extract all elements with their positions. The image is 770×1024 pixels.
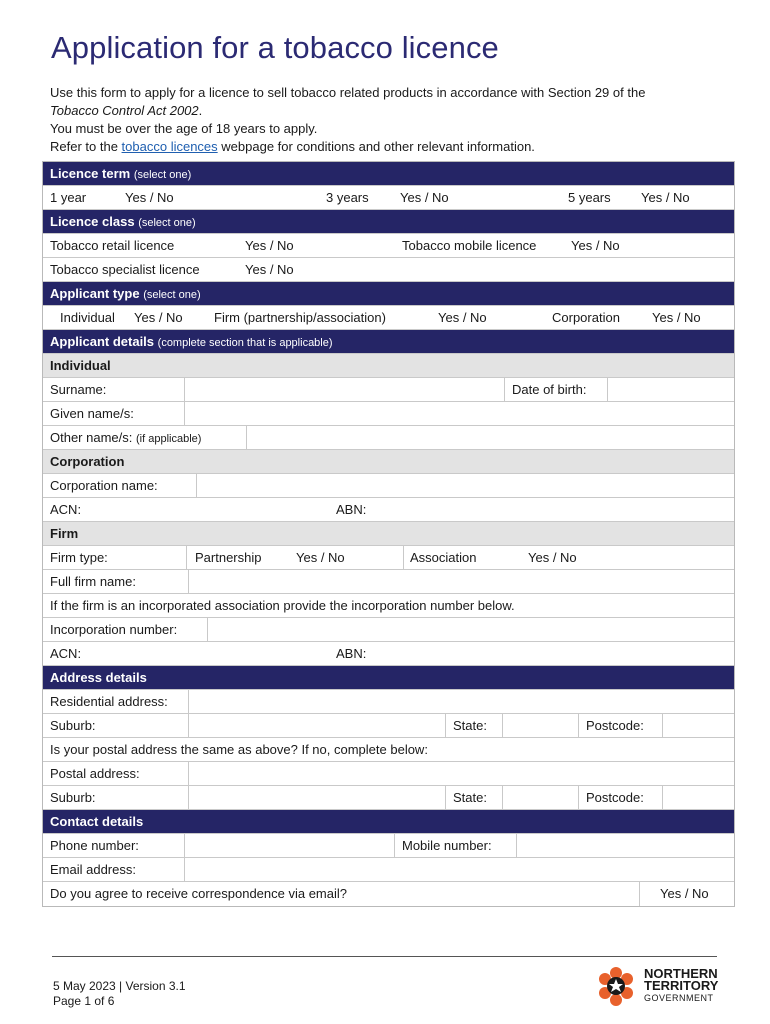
suburb-label: Suburb: <box>50 718 96 733</box>
postal-address-label: Postal address: <box>50 766 140 781</box>
logo-government: GOVERNMENT <box>644 993 714 1003</box>
individual-title: Individual <box>50 358 111 373</box>
type-firm: Firm (partnership/association) <box>214 310 386 325</box>
corporation-name-label: Corporation name: <box>50 478 158 493</box>
firm-type-label: Firm type: <box>50 550 108 565</box>
email-row <box>43 858 734 882</box>
phone-field[interactable] <box>184 834 395 857</box>
specialist-yes-no[interactable]: Yes / No <box>245 262 294 277</box>
postal-address-row <box>43 762 734 786</box>
firm-subheader <box>43 522 734 546</box>
footer-info <box>53 979 186 1009</box>
incorp-note: If the firm is an incorporated association provide the incorporation number below. <box>50 598 515 613</box>
mobile-yes-no[interactable]: Yes / No <box>571 238 620 253</box>
tobacco-licences-link[interactable]: tobacco licences <box>121 139 218 154</box>
footer-divider <box>52 956 717 957</box>
association-yes-no[interactable]: Yes / No <box>528 550 577 565</box>
firm-type-row <box>43 546 734 570</box>
address-details-title: Address details <box>50 670 147 685</box>
partnership-yes-no[interactable]: Yes / No <box>296 550 345 565</box>
corp-acn-label: ACN: <box>50 502 82 517</box>
state-label: State: <box>453 718 487 733</box>
term-1-year: 1 year <box>50 190 87 205</box>
incorp-note-row <box>43 594 734 618</box>
email-consent-question: Do you agree to receive correspondence via email? <box>50 886 348 901</box>
full-firm-name-row <box>43 570 734 594</box>
postal-postcode-label-cell <box>578 786 663 809</box>
postal-address-field[interactable] <box>188 762 734 785</box>
licence-class-header <box>43 210 734 234</box>
contact-details-header <box>43 810 734 834</box>
surname-row <box>43 378 734 402</box>
logo-wordmark <box>644 968 718 1004</box>
postal-suburb-label: Suburb: <box>50 790 96 805</box>
incorp-number-row <box>43 618 734 642</box>
partnership-label: Partnership <box>195 550 262 565</box>
term-1-year-yes-no[interactable]: Yes / No <box>125 190 174 205</box>
retail-yes-no[interactable]: Yes / No <box>245 238 294 253</box>
applicant-type-header <box>43 282 734 306</box>
corporation-name-row <box>43 474 734 498</box>
corporation-name-field[interactable] <box>196 474 734 497</box>
mobile-field[interactable] <box>516 834 734 857</box>
select-one-note: (select one) <box>138 217 196 229</box>
postal-state-field[interactable] <box>502 786 579 809</box>
postcode-label: Postcode: <box>586 718 644 733</box>
type-individual: Individual <box>60 310 115 325</box>
if-applicable-note: (if applicable) <box>136 433 202 445</box>
postal-suburb-row <box>43 786 734 810</box>
licence-class-row-1 <box>43 234 734 258</box>
firm-yes-no[interactable]: Yes / No <box>438 310 487 325</box>
dob-field[interactable] <box>607 378 734 401</box>
postcode-label-cell <box>578 714 663 737</box>
email-consent-cell <box>639 882 734 906</box>
intro-line3-pre: Refer to the <box>50 139 122 154</box>
given-names-field[interactable] <box>184 402 734 425</box>
residential-address-label: Residential address: <box>50 694 168 709</box>
type-corporation: Corporation <box>552 310 620 325</box>
licence-term-header <box>43 162 734 186</box>
mobile-label: Mobile number: <box>402 838 492 853</box>
intro-line2: You must be over the age of 18 years to apply. <box>50 121 318 136</box>
applicant-details-header <box>43 330 734 354</box>
mobile-licence-label: Tobacco mobile licence <box>402 238 537 253</box>
mobile-label-cell <box>394 834 517 857</box>
intro-line1: Use this form to apply for a licence to sell tobacco related products in accordance with Section 29 of the <box>50 85 646 100</box>
individual-yes-no[interactable]: Yes / No <box>134 310 183 325</box>
surname-label: Surname: <box>50 382 107 397</box>
firm-acn-abn-row <box>43 642 734 666</box>
postal-suburb-field[interactable] <box>188 786 446 809</box>
phone-row <box>43 834 734 858</box>
surname-field[interactable] <box>184 378 505 401</box>
state-field[interactable] <box>502 714 579 737</box>
firm-abn-label: ABN: <box>336 646 367 661</box>
corporation-yes-no[interactable]: Yes / No <box>652 310 701 325</box>
postcode-field[interactable] <box>662 714 734 737</box>
full-firm-name-field[interactable] <box>188 570 734 593</box>
postal-question: Is your postal address the same as above? If no, complete below: <box>50 742 428 757</box>
address-details-header <box>43 666 734 690</box>
corp-acn-abn-row <box>43 498 734 522</box>
applicant-details-note: (complete section that is applicable) <box>157 337 333 349</box>
application-form <box>42 161 735 907</box>
term-5-years: 5 years <box>568 190 611 205</box>
association-cell <box>403 546 734 569</box>
select-one-note: (select one) <box>143 289 201 301</box>
given-names-label: Given name/s: <box>50 406 134 421</box>
applicant-details-title: Applicant details <box>50 334 155 349</box>
full-firm-name-label: Full firm name: <box>50 574 136 589</box>
email-field[interactable] <box>184 858 734 881</box>
dob-label: Date of birth: <box>512 382 587 397</box>
logo-northern: NORTHERN <box>644 966 718 981</box>
term-3-years: 3 years <box>326 190 369 205</box>
licence-term-title: Licence term <box>50 166 131 181</box>
term-5-years-yes-no[interactable]: Yes / No <box>641 190 690 205</box>
applicant-type-row <box>43 306 734 330</box>
suburb-field[interactable] <box>188 714 446 737</box>
email-consent-yes-no[interactable]: Yes / No <box>660 886 709 901</box>
association-label: Association <box>410 550 477 565</box>
intro-text <box>50 84 730 156</box>
residential-address-field[interactable] <box>188 690 734 713</box>
email-label: Email address: <box>50 862 136 877</box>
individual-subheader <box>43 354 734 378</box>
firm-acn-label: ACN: <box>50 646 82 661</box>
postal-postcode-label: Postcode: <box>586 790 644 805</box>
state-label-cell <box>445 714 503 737</box>
applicant-type-title: Applicant type <box>50 286 140 301</box>
contact-details-title: Contact details <box>50 814 144 829</box>
postal-state-label-cell <box>445 786 503 809</box>
intro-line3-post: webpage for conditions and other relevant information. <box>217 139 535 154</box>
given-names-row <box>43 402 734 426</box>
logo-territory: TERRITORY <box>644 978 719 993</box>
partnership-cell <box>186 546 404 569</box>
dob-label-cell <box>504 378 608 401</box>
corporation-title: Corporation <box>50 454 125 469</box>
email-consent-row <box>43 882 734 906</box>
other-names-field[interactable] <box>246 426 734 449</box>
select-one-note: (select one) <box>133 169 192 181</box>
retail-licence-label: Tobacco retail licence <box>50 238 175 253</box>
page-title: Application for a tobacco licence <box>51 30 499 65</box>
licence-class-title: Licence class <box>50 214 135 229</box>
term-3-years-yes-no[interactable]: Yes / No <box>400 190 449 205</box>
firm-title: Firm <box>50 526 79 541</box>
residential-address-row <box>43 690 734 714</box>
licence-class-row-2 <box>43 258 734 282</box>
logo-flower-icon <box>599 967 633 1006</box>
postal-postcode-field[interactable] <box>662 786 734 809</box>
page-number: Page 1 of 6 <box>53 994 115 1008</box>
postal-state-label: State: <box>453 790 487 805</box>
incorp-number-field[interactable] <box>207 618 734 641</box>
corp-abn-label: ABN: <box>336 502 367 517</box>
residential-suburb-row <box>43 714 734 738</box>
corporation-subheader <box>43 450 734 474</box>
act-name: Tobacco Control Act 2002 <box>50 103 199 118</box>
other-names-row <box>43 426 734 450</box>
postal-question-row <box>43 738 734 762</box>
specialist-licence-label: Tobacco specialist licence <box>50 262 200 277</box>
version-text: 5 May 2023 | Version 3.1 <box>53 979 186 993</box>
phone-label: Phone number: <box>50 838 139 853</box>
licence-term-row <box>43 186 734 210</box>
incorp-number-label: Incorporation number: <box>50 622 178 637</box>
intro-line1-end: . <box>198 103 203 118</box>
other-names-label: Other name/s: <box>50 430 133 445</box>
